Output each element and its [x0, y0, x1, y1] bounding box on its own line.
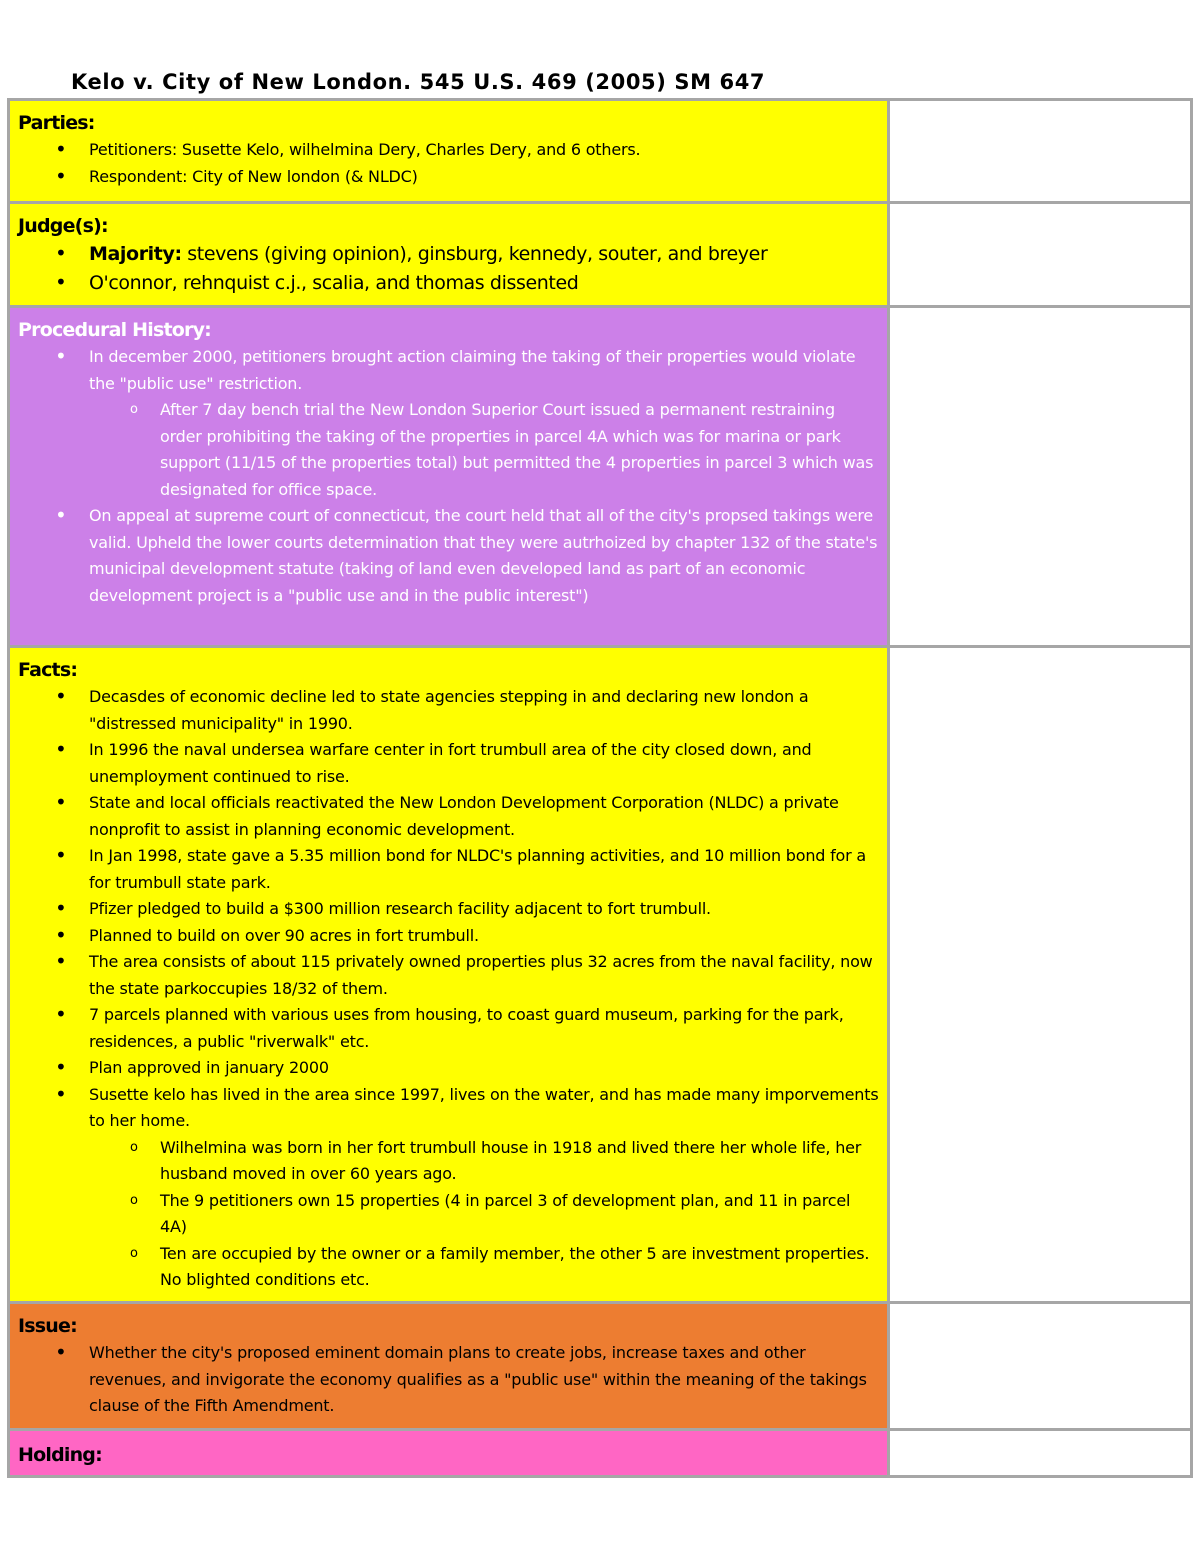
- list-item: [18, 949, 879, 1002]
- judges-notes-cell[interactable]: [889, 203, 1192, 307]
- bullet-icon: •: [55, 1002, 67, 1026]
- issue-notes-cell[interactable]: [889, 1303, 1192, 1430]
- fact-text: State and local officials reactivated the New London Development Corporation (NLDC) a private nonprofit to assist in planning economic development.: [89, 793, 839, 839]
- holding-notes-cell[interactable]: [889, 1430, 1192, 1477]
- procedural-history-cell: [9, 307, 889, 647]
- list-item: [18, 1055, 879, 1082]
- bullet-icon: •: [55, 137, 67, 161]
- issue-list: [18, 1340, 879, 1420]
- document-title: Kelo v. City of New London. 545 U.S. 469 (2005) SM 647: [71, 70, 766, 94]
- bullet-icon: •: [55, 684, 67, 708]
- bullet-icon: •: [55, 1081, 67, 1106]
- bullet-icon: •: [55, 163, 67, 188]
- facts-cell: [9, 647, 889, 1303]
- fact-sub-text: Wilhelmina was born in her fort trumbull house in 1918 and lived there her whole life, her husband moved in over 60 years ago.: [160, 1137, 862, 1183]
- bullet-icon: •: [55, 241, 67, 265]
- procedural-sub-item-text: After 7 day bench trial the New London Superior Court issued a permanent restraining order prohibiting the taking of the properties in parcel 4A which was for marina or park support (11/15 of the properties total) but permitted the 4 properties in parcel 3 which was designated for office space.: [160, 400, 874, 499]
- bullet-icon: •: [55, 1340, 67, 1364]
- parties-notes-cell[interactable]: [889, 100, 1192, 203]
- parties-cell: [9, 100, 889, 203]
- bullet-icon: •: [55, 896, 67, 920]
- procedural-item-text: On appeal at supreme court of connecticut, the court held that all of the city's propsed takings were valid. Upheld the lower courts determination that they were autrhoized by chapter 132 of the state's municipal development statute (taking of land even developed land as part of an economic development project is a "public use and in the public interest"): [89, 506, 878, 605]
- list-item: [18, 503, 879, 609]
- procedural-history-row: [9, 307, 1192, 647]
- fact-text: Decasdes of economic decline led to state agencies stepping in and declaring new london a "distressed municipality" in 1990.: [89, 687, 809, 733]
- majority-label: Majority:: [89, 243, 182, 265]
- facts-row: [9, 647, 1192, 1303]
- fact-text: Susette kelo has lived in the area since 1997, lives on the water, and has made many imporvements to her home.: [89, 1084, 879, 1130]
- judges-row: [9, 203, 1192, 307]
- fact-text: In Jan 1998, state gave a 5.35 million bond for NLDC's planning activities, and 10 million bond for a for trumbull state park.: [89, 846, 867, 892]
- fact-sub-text: Ten are occupied by the owner or a family member, the other 5 are investment properties. No blighted conditions etc.: [160, 1243, 870, 1289]
- list-item: [18, 684, 879, 737]
- list-item: [18, 137, 879, 164]
- procedural-history-notes-cell[interactable]: [889, 307, 1192, 647]
- list-item: [18, 896, 879, 923]
- list-item: [18, 790, 879, 843]
- list-item: [18, 344, 879, 397]
- sub-list-item: [18, 397, 879, 503]
- judges-list: [18, 240, 879, 298]
- list-item: [18, 269, 879, 298]
- list-item: [18, 164, 879, 191]
- sub-list-item: [18, 1188, 879, 1241]
- bullet-icon: •: [55, 1055, 67, 1079]
- holding-row: [9, 1430, 1192, 1477]
- fact-text: The area consists of about 115 privately owned properties plus 32 acres from the naval facility, now the state parkoccupies 18/32 of them.: [89, 952, 873, 998]
- issue-text: Whether the city's proposed eminent domain plans to create jobs, increase taxes and other revenues, and invigorate the economy qualifies as a "public use" within the meaning of the takings clause of the Fifth Amendment.: [89, 1343, 867, 1415]
- bullet-icon: •: [55, 503, 67, 527]
- facts-heading: Facts:: [18, 659, 78, 681]
- procedural-history-heading: Procedural History:: [18, 319, 211, 341]
- parties-row: [9, 100, 1192, 203]
- majority-text: stevens (giving opinion), ginsburg, kennedy, souter, and breyer: [181, 243, 768, 265]
- respondent-text: Respondent: City of New london (& NLDC): [89, 166, 418, 186]
- holding-cell: [9, 1430, 889, 1477]
- bullet-icon: •: [55, 843, 67, 867]
- issue-cell: [9, 1303, 889, 1430]
- fact-sub-text: The 9 petitioners own 15 properties (4 in parcel 3 of development plan, and 11 in parcel 4A): [160, 1190, 851, 1236]
- fact-text: Planned to build on over 90 acres in fort trumbull.: [89, 925, 479, 945]
- parties-heading: Parties:: [18, 112, 95, 134]
- bullet-icon: •: [55, 270, 67, 294]
- fact-text: In 1996 the naval undersea warfare center in fort trumbull area of the city closed down, and unemployment continued to rise.: [89, 740, 812, 786]
- bullet-icon: •: [55, 737, 67, 761]
- dissent-text: O'connor, rehnquist c.j., scalia, and thomas dissented: [89, 272, 579, 294]
- holding-heading: Holding:: [18, 1444, 102, 1466]
- bullet-icon: •: [55, 922, 67, 947]
- procedural-item-text: In december 2000, petitioners brought action claiming the taking of their properties would violate the "public use" restriction.: [89, 347, 856, 393]
- issue-heading: Issue:: [18, 1315, 77, 1337]
- fact-text: Pfizer pledged to build a $300 million research facility adjacent to fort trumbull.: [89, 899, 711, 918]
- circle-bullet-icon: o: [130, 1192, 138, 1208]
- bullet-icon: •: [55, 949, 67, 973]
- list-item: [18, 1002, 879, 1055]
- petitioners-text: Petitioners: Susette Kelo, wilhelmina Dery, Charles Dery, and 6 others.: [89, 140, 641, 159]
- list-item: [18, 240, 879, 269]
- judges-cell: [9, 203, 889, 307]
- parties-list: [18, 137, 879, 190]
- list-item: [18, 843, 879, 896]
- list-item: [18, 737, 879, 790]
- circle-bullet-icon: o: [130, 1245, 138, 1261]
- fact-text: Plan approved in january 2000: [89, 1058, 329, 1077]
- circle-bullet-icon: o: [130, 1139, 138, 1155]
- issue-row: [9, 1303, 1192, 1430]
- procedural-history-list: [18, 344, 879, 609]
- facts-list: [18, 684, 879, 1294]
- fact-text: 7 parcels planned with various uses from housing, to coast guard museum, parking for the park, residences, a public "riverwalk" etc.: [89, 1005, 844, 1051]
- judges-heading: Judge(s):: [18, 215, 108, 237]
- facts-notes-cell[interactable]: [889, 647, 1192, 1303]
- circle-bullet-icon: o: [130, 402, 138, 417]
- list-item: [18, 1082, 879, 1135]
- sub-list-item: [18, 1241, 879, 1294]
- sub-list-item: [18, 1135, 879, 1188]
- list-item: [18, 923, 879, 950]
- list-item: [18, 1340, 879, 1420]
- bullet-icon: •: [55, 344, 67, 368]
- case-brief-table: [7, 98, 1193, 1478]
- bullet-icon: •: [55, 790, 67, 814]
